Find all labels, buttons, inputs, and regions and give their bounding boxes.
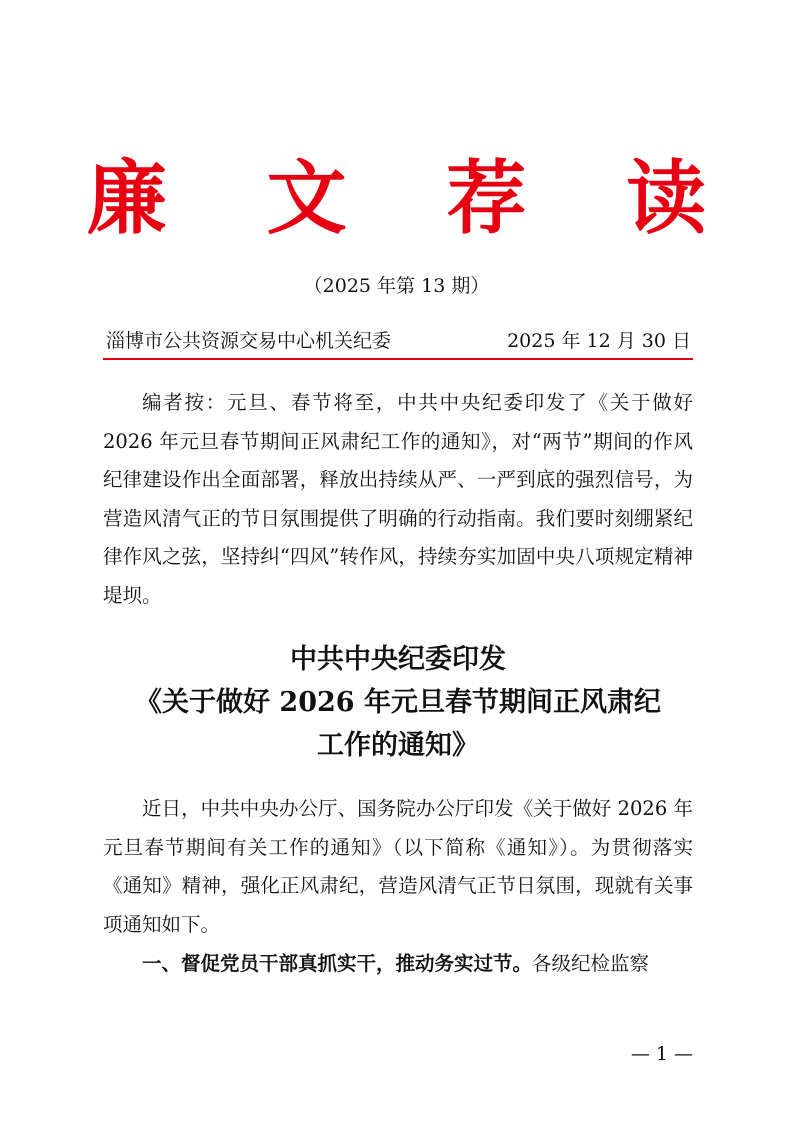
page-number: — 1 —: [630, 1043, 693, 1065]
issue-number: （2025 年第 13 期）: [303, 275, 490, 297]
section-text: 各级纪检监察: [532, 952, 650, 975]
article-title-line-3: 工作的通知》: [317, 730, 479, 761]
section-heading: 一、督促党员干部真抓实干，推动务实过节。: [142, 952, 533, 975]
article-paragraph-1: 近日，中共中央办公厅、国务院办公厅印发《关于做好 2026 年元旦春节期间有关工作的通知》（以下简称《通知》）。为贯彻落实《通知》精神，强化正风肃纪，营造风清气正节日氛围，现就有关事项通知如下。: [103, 797, 693, 936]
masthead-title: 廉 文 荐 读: [86, 151, 743, 245]
header-row: [103, 326, 693, 356]
article-title: [103, 638, 693, 767]
editor-note: 编者按：元旦、春节将至，中共中央纪委印发了《关于做好2026 年元旦春节期间正风肃纪工作的通知》，对“两节”期间的作风纪律建设作出全面部署，释放出持续从严、一严到底的强烈信号，为营造风清气正的节日氛围提供了明确的行动指南。我们要时刻绷紧纪律作风之弦，坚持纠“四风”转作风，持续夯实加固中央八项规定精神堤坝。: [103, 391, 693, 607]
issue-date: 2025 年 12 月 30 日: [507, 330, 691, 352]
red-divider-line: [103, 358, 693, 360]
article-section-1: [103, 945, 693, 984]
issuing-organization: 淄博市公共资源交易中心机关纪委: [106, 330, 392, 352]
article-title-line-2: 《关于做好 2026 年元旦春节期间正风肃纪: [135, 687, 661, 718]
article-title-line-1: 中共中央纪委印发: [290, 644, 506, 675]
